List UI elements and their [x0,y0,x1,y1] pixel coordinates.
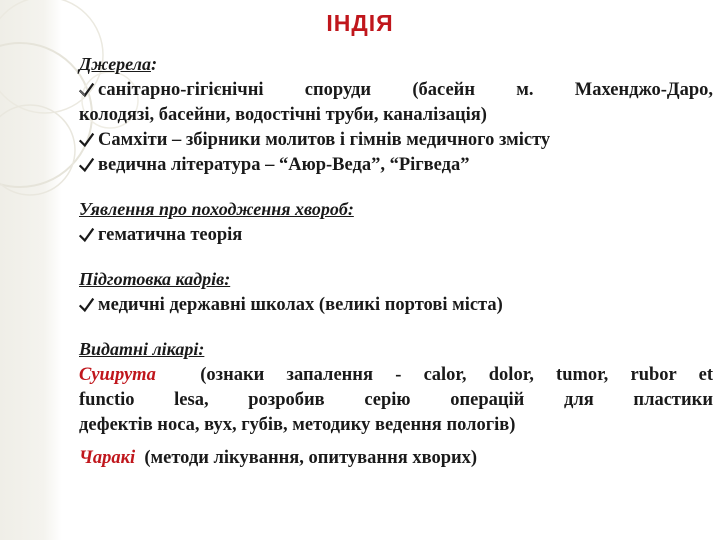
training-heading: Підготовка кадрів: [79,269,231,289]
list-item-continuation: колодязі, басейни, водостічні труби, каналізація) [79,105,487,125]
list-item: Самхіти – збірники молитов і гімнів медичного змісту [79,128,713,153]
list-item: медичні державні школах (великі портові міста) [79,293,713,318]
doctors-heading: Видатні лікарі: [79,339,205,359]
main-content [79,52,713,471]
page-title: ІНДІЯ [326,10,394,36]
charaka-line: Чаракі (методи лікування, опитування хворих) [79,448,478,468]
decorative-sidebar [0,0,62,540]
sources-heading: Джерела: [79,54,158,75]
sushruta-line-2: functio lesa, розробив серію операцій для пластики [79,390,713,410]
doctor-name: Сушрута [79,365,156,385]
sushruta-line-1: Сушрута (ознаки запалення - calor, dolor, tumor, rubor et [79,365,714,385]
checkmark-icon [78,226,95,243]
ideas-heading: Уявлення про походження хвороб: [79,199,354,219]
checkmark-icon [78,296,95,313]
doctor-name: Чаракі [79,448,136,468]
list-item: гематична теорія [79,223,713,248]
checkmark-icon [78,131,95,148]
list-item: санітарно-гігієнічні споруди (басейн м. Махенджо-Даро, [79,78,713,103]
checkmark-icon [78,156,95,173]
checkmark-icon [78,81,95,98]
sushruta-line-3: дефектів носа, вух, губів, методику ведення пологів) [79,415,516,435]
list-item: ведична література – “Аюр-Веда”, “Рігведа” [79,153,713,178]
